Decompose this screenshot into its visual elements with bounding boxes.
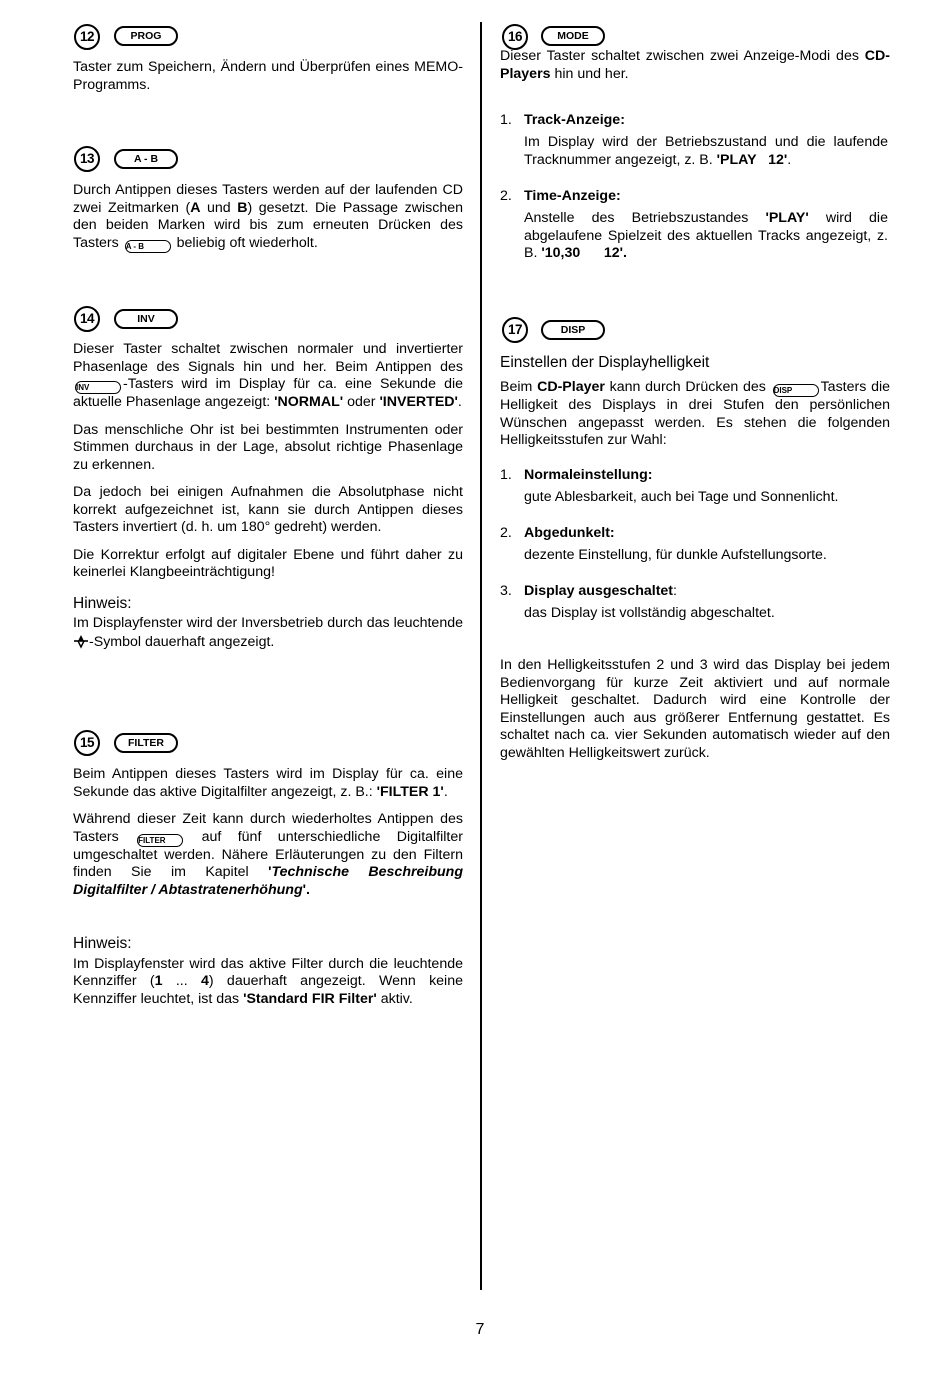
list-item-title: Abgedunkelt: <box>524 525 615 541</box>
list-item-description: gute Ablesbarkeit, auch bei Tage und Sonnenlicht. <box>524 489 839 505</box>
filter-hinweis-text: Im Displayfenster wird das aktive Filter durch die leuchtende Kennziffer (1 ... 4) dauerhaft angezeigt. Wenn keine Kennziffer leuchtet, ist das 'Standard FIR Filter' aktiv. <box>73 955 463 1007</box>
list-number: 2. <box>500 188 512 204</box>
disp-inline-button-symbol: DISP <box>773 384 819 397</box>
mode-list-item-2 <box>500 188 890 268</box>
list-number: 3. <box>500 583 512 599</box>
display-brightness-heading: Einstellen der Displayhelligkeit <box>500 354 710 371</box>
list-item-description: das Display ist vollständig abgeschaltet. <box>524 605 775 621</box>
list-number: 1. <box>500 467 512 483</box>
list-number: 2. <box>500 525 512 541</box>
page-number: 7 <box>475 1321 485 1338</box>
filter-paragraph-1: Beim Antippen dieses Tasters wird im Display für ca. eine Sekunde das aktive Digitalfilter angezeigt, z. B.: 'FILTER 1'. <box>73 766 463 800</box>
inv-paragraph-4: Die Korrektur erfolgt auf digitaler Ebene und führt daher zu keinerlei Klangbeeinträchtigung! <box>73 546 463 580</box>
ab-description: Durch Antippen dieses Tasters werden auf der laufenden CD zwei Zeitmarken (A und B) gesetzt. Die Passage zwischen den beiden Marken wird bis zum erneuten Drücken des Tasters A - B beliebig oft wiederholt. <box>73 182 463 251</box>
phase-invert-icon <box>73 633 89 655</box>
filter-button-symbol: FILTER <box>114 733 178 753</box>
section-number-13: 13 <box>74 146 100 172</box>
inv-paragraph-1: Dieser Taster schaltet zwischen normaler und invertierter Phasenlage des Signals hin und her. Beim Antippen des INV -Tasters wird im Display für ca. eine Sekunde die aktuelle Phasenlage angezeigt: 'NORMAL' oder 'INVERTED'. <box>73 341 463 410</box>
inv-hinweis-heading: Hinweis: <box>73 594 132 612</box>
mode-button-symbol: MODE <box>541 26 605 46</box>
section-number-15: 15 <box>74 730 100 756</box>
mode-description: Dieser Taster schaltet zwischen zwei Anzeige-Modi des CD-Players hin und her. <box>500 48 890 82</box>
list-item-title: Normaleinstellung: <box>524 467 653 483</box>
column-divider <box>480 22 482 1290</box>
list-item-title: Time-Anzeige: <box>524 188 621 204</box>
ab-inline-button-symbol: A - B <box>125 240 171 253</box>
disp-description: Beim CD-Player kann durch Drücken des DISP Tasters die Helligkeit des Displays in drei Stufen den persönlichen Wünschen angepasst werden. Es stehen die folgenden Helligkeitsstufen zur Wahl: <box>500 379 890 448</box>
section-number-12: 12 <box>74 24 100 50</box>
ab-button-symbol: A - B <box>114 149 178 169</box>
filter-text-block <box>73 766 463 1008</box>
section-number-17: 17 <box>502 317 528 343</box>
section-number-14: 14 <box>74 306 100 332</box>
list-item-title: Display ausgeschaltet: <box>524 583 677 599</box>
inv-text-block <box>73 341 463 654</box>
disp-button-symbol: DISP <box>541 320 605 340</box>
prog-button-symbol: PROG <box>114 26 178 46</box>
inv-paragraph-2: Das menschliche Ohr ist bei bestimmten Instrumenten oder Stimmen durchaus in der Lage, absolut richtige Phasenlage zu erkennen. <box>73 421 463 473</box>
brightness-list-item-2 <box>500 525 890 567</box>
mode-list-item-1 <box>500 112 890 172</box>
prog-description: Taster zum Speichern, Ändern und Überprüfen eines MEMO-Programms. <box>73 59 463 93</box>
filter-inline-button-symbol: FILTER <box>137 834 183 847</box>
brightness-list-item-3 <box>500 583 890 625</box>
inv-inline-button-symbol: INV <box>75 381 121 394</box>
list-item-title: Track-Anzeige: <box>524 112 625 128</box>
inv-paragraph-3: Da jedoch bei einigen Aufnahmen die Absolutphase nicht korrekt aufgezeichnet ist, kann sie durch Antippen dieses Tasters invertiert (d. h. um 180° gedreht) werden. <box>73 484 463 535</box>
filter-hinweis-heading: Hinweis: <box>73 935 132 952</box>
list-item-description: dezente Einstellung, für dunkle Aufstellungsorte. <box>524 547 827 563</box>
list-item-description: Anstelle des Betriebszustandes 'PLAY' wird die abgelaufene Spielzeit des aktuellen Tracks angezeigt, z. B. '10,30 12'. <box>524 210 888 261</box>
brightness-list-item-1 <box>500 467 890 509</box>
brightness-summary: In den Helligkeitsstufen 2 und 3 wird das Display bei jedem Bedienvorgang für kurze Zeit aktiviert und auf normale Helligkeit geschaltet. Dadurch wird eine Kontrolle der Einstellungen auch aus größerer Entfernung gestattet. Es schaltet nach ca. vier Sekunden automatisch wieder auf den gewählten Helligkeitswert zurück. <box>500 657 890 761</box>
list-number: 1. <box>500 112 512 128</box>
section-number-16: 16 <box>502 24 528 50</box>
inv-button-symbol: INV <box>114 309 178 329</box>
filter-paragraph-2: Während dieser Zeit kann durch wiederholtes Antippen des Tasters FILTER auf fünf unterschiedliche Digitalfilter umgeschaltet werden. Nähere Erläuterungen zu den Filtern finden Sie im Kapitel 'Technische Beschreibung Digitalfilter / Abtastratenerhöhung'. <box>73 811 463 898</box>
inv-hinweis-text: Im Displayfenster wird der Inversbetrieb durch das leuchtende -Symbol dauerhaft angezeigt. <box>73 615 463 654</box>
list-item-description: Im Display wird der Betriebszustand und die laufende Tracknummer angezeigt, z. B. 'PLAY 12'. <box>524 134 888 168</box>
